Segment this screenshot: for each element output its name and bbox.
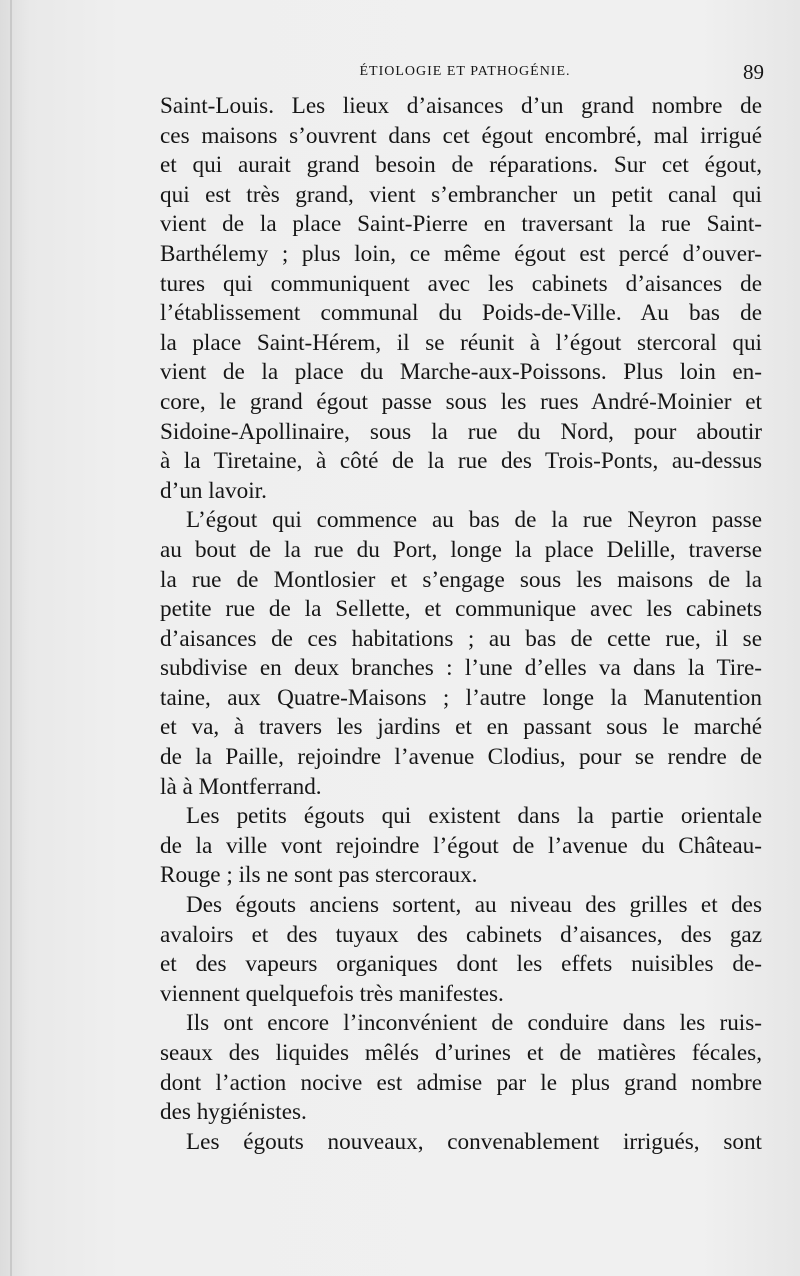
page-number: 89: [743, 60, 764, 84]
paragraph-start-line: L’égout qui commence au bas de la rue Neyron passe: [186, 507, 762, 534]
text-line: ces maisons s’ouvrent dans cet égout encombré, mal irrigué: [160, 122, 762, 149]
text-line: et va, à travers les jardins et en passant sous le marché: [160, 714, 762, 741]
text-line: l’établissement communal du Poids-de-Ville. Au bas de: [160, 300, 762, 327]
text-line: petite rue de la Sellette, et communique avec les cabinets: [160, 596, 762, 623]
text-line: là à Montferrand.: [160, 773, 322, 800]
text-line: et qui aurait grand besoin de réparations. Sur cet égout,: [160, 152, 762, 179]
text-line: Sidoine-Apollinaire, sous la rue du Nord, pour aboutir: [160, 418, 762, 445]
text-line: seaux des liquides mêlés d’urines et de matières fécales,: [160, 1040, 762, 1066]
text-line: Rouge ; ils ne sont pas stercoraux.: [160, 862, 478, 889]
text-line: d’aisances de ces habitations ; au bas de cette rue, il se: [160, 625, 762, 652]
text-line: core, le grand égout passe sous les rues André-Moinier et: [160, 388, 762, 415]
paragraph-start-line: Ils ont encore l’inconvénient de conduire dans les ruis-: [186, 1010, 762, 1037]
paragraph-start-line: Les petits égouts qui existent dans la partie orientale: [186, 803, 762, 830]
text-line: à la Tiretaine, à côté de la rue des Trois-Ponts, au-dessus: [160, 448, 762, 475]
paragraph-start-line: Les égouts nouveaux, convenablement irrigués, sont: [186, 1128, 762, 1155]
text-line: qui est très grand, vient s’embrancher un petit canal qui: [160, 181, 762, 208]
text-line: des hygiénistes.: [160, 1099, 307, 1126]
text-line: dont l’action nocive est admise par le plus grand nombre: [160, 1069, 762, 1096]
text-line: Saint-Louis. Les lieux d’aisances d’un grand nombre de: [160, 93, 762, 119]
paragraph-start-line: Des égouts anciens sortent, au niveau des grilles et des: [186, 892, 762, 919]
text-line: la rue de Montlosier et s’engage sous les maisons de la: [160, 566, 762, 593]
page-header: [160, 60, 770, 90]
text-line: tures qui communiquent avec les cabinets d’aisances de: [160, 270, 762, 297]
text-line: de la Paille, rejoindre l’avenue Clodius, pour se rendre de: [160, 744, 762, 771]
text-line: vient de la place du Marche-aux-Poissons. Plus loin en-: [160, 359, 762, 386]
text-line: d’un lavoir.: [160, 477, 267, 504]
text-line: subdivise en deux branches : l’une d’elles va dans la Tire-: [160, 655, 762, 682]
binding-edge: [10, 0, 12, 1276]
text-line: avaloirs et des tuyaux des cabinets d’aisances, des gaz: [160, 921, 762, 948]
text-line: viennent quelquefois très manifestes.: [160, 980, 504, 1007]
text-line: de la ville vont rejoindre l’égout de l’avenue du Château-: [160, 832, 762, 859]
text-line: taine, aux Quatre-Maisons ; l’autre longe la Manutention: [160, 684, 762, 711]
text-line: au bout de la rue du Port, longe la place Delille, traverse: [160, 536, 762, 563]
text-line: vient de la place Saint-Pierre en traversant la rue Saint-: [160, 211, 762, 238]
body-text: [160, 92, 762, 1157]
text-line: Barthélemy ; plus loin, ce même égout est percé d’ouver-: [160, 240, 762, 267]
running-title: ÉTIOLOGIE ET PATHOGÉNIE.: [359, 64, 571, 79]
text-line: et des vapeurs organiques dont les effets nuisibles de-: [160, 951, 762, 978]
text-line: la place Saint-Hérem, il se réunit à l’égout stercoral qui: [160, 329, 762, 356]
